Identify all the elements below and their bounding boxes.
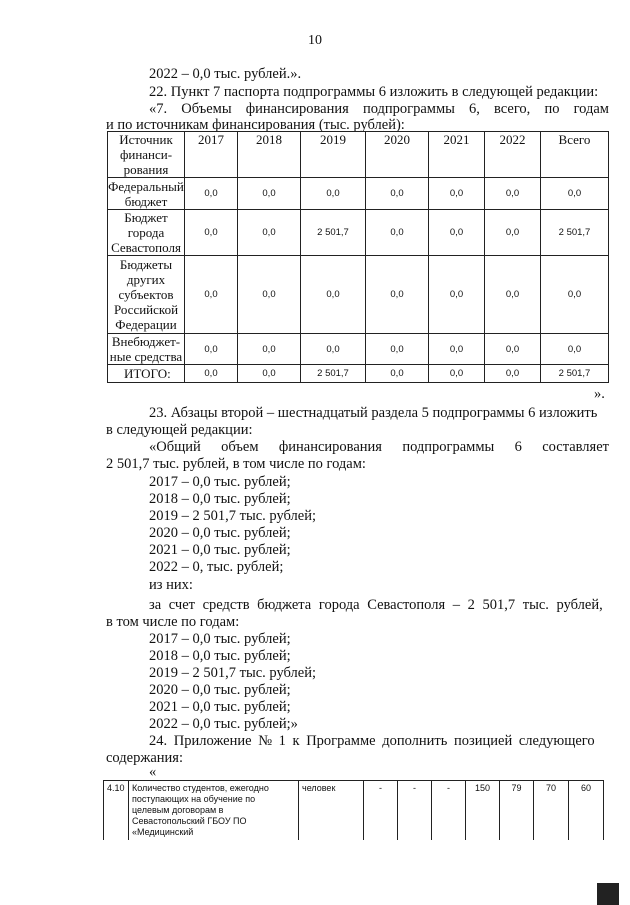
paragraph-line: из них: — [149, 577, 193, 593]
year-line: 2022 – 0,0 тыс. рублей;» — [149, 716, 298, 732]
unit: человек — [299, 781, 364, 841]
cell-value: 0,0 — [541, 178, 609, 210]
cell-value: 0,0 — [485, 178, 541, 210]
word: составляет — [542, 439, 609, 455]
cell-value: 2 501,7 — [301, 210, 366, 256]
cell-value: 0,0 — [185, 334, 238, 365]
total-value: 2 501,7 — [541, 365, 609, 383]
cell-value: 0,0 — [429, 210, 485, 256]
word: всего, — [494, 101, 531, 117]
paragraph-line: за счет средств бюджета города Севастополя – 2 501,7 тыс. рублей, — [149, 597, 603, 613]
table-row — [104, 781, 604, 841]
table-total-row — [108, 365, 609, 383]
year-line: 2019 – 2 501,7 тыс. рублей; — [149, 665, 316, 681]
total-value: 0,0 — [366, 365, 429, 383]
cell-value: 0,0 — [301, 334, 366, 365]
year-line: 2022 – 0, тыс. рублей; — [149, 559, 284, 575]
word: по — [544, 101, 560, 117]
year-line: 2017 – 0,0 тыс. рублей; — [149, 631, 291, 647]
year-line: 2021 – 0,0 тыс. рублей; — [149, 699, 291, 715]
total-value: 0,0 — [185, 365, 238, 383]
header-cell: 2017 — [185, 132, 238, 178]
total-label: ИТОГО: — [108, 365, 185, 383]
cell-value: 0,0 — [366, 256, 429, 334]
cell-value: 0,0 — [366, 334, 429, 365]
cell-value: 0,0 — [238, 256, 301, 334]
word: подпрограммы — [402, 439, 495, 455]
page-number: 10 — [308, 33, 322, 48]
cell-value: - — [398, 781, 432, 841]
cell-value: 150 — [466, 781, 500, 841]
row-source: Бюджеты других субъектов Российской Федерации — [108, 256, 185, 334]
header-cell: 2020 — [366, 132, 429, 178]
paragraph-line: и по источникам финансирования (тыс. рублей): — [106, 117, 405, 133]
cell-value: 60 — [569, 781, 604, 841]
cell-value: 0,0 — [485, 334, 541, 365]
cell-value: 0,0 — [429, 334, 485, 365]
cell-value: 0,0 — [485, 210, 541, 256]
header-cell: 2018 — [238, 132, 301, 178]
table-row — [108, 334, 609, 365]
cell-value: 0,0 — [429, 178, 485, 210]
word: финансирования — [278, 439, 382, 455]
cell-value: - — [364, 781, 398, 841]
year-line: 2017 – 0,0 тыс. рублей; — [149, 474, 291, 490]
cell-value: - — [432, 781, 466, 841]
paragraph-line: в следующей редакции: — [106, 422, 253, 438]
cell-value: 0,0 — [238, 178, 301, 210]
paragraph-line: 23. Абзацы второй – шестнадцатый раздела 5 подпрограммы 6 изложить — [149, 405, 598, 421]
cell-value: 0,0 — [238, 210, 301, 256]
closing-quote: ». — [594, 386, 605, 402]
paragraph-line-justified — [149, 101, 609, 118]
indicator-name: Количество студентов, ежегодно поступающих на обучение по целевым договорам в Севастопольский ГБОУ ПО «Медицинский — [129, 781, 299, 841]
cell-value: 79 — [500, 781, 534, 841]
cell-value: 0,0 — [185, 178, 238, 210]
cell-value: 0,0 — [238, 334, 301, 365]
cell-value: 0,0 — [541, 256, 609, 334]
word: объем — [221, 439, 259, 455]
year-line: 2020 – 0,0 тыс. рублей; — [149, 682, 291, 698]
table-row — [108, 256, 609, 334]
word: Объемы — [181, 101, 232, 117]
word: «7. — [149, 101, 168, 117]
total-value: 0,0 — [429, 365, 485, 383]
row-source: Федеральный бюджет — [108, 178, 184, 209]
appendix-table — [103, 780, 604, 840]
cell-value: 0,0 — [185, 256, 238, 334]
cell-value: 0,0 — [485, 256, 541, 334]
financing-table — [107, 131, 609, 383]
paragraph-line: содержания: — [106, 750, 184, 766]
row-source: Внебюджет-ные средства — [108, 334, 185, 365]
year-line: 2018 – 0,0 тыс. рублей; — [149, 491, 291, 507]
year-line: 2020 – 0,0 тыс. рублей; — [149, 525, 291, 541]
word: подпрограммы — [362, 101, 455, 117]
paragraph-line: 24. Приложение № 1 к Программе дополнить позицией следующего — [149, 733, 595, 749]
total-value: 0,0 — [485, 365, 541, 383]
scan-edge-mark — [597, 883, 619, 905]
cell-value: 0,0 — [301, 256, 366, 334]
word: 6 — [514, 439, 522, 455]
word: финансирования — [245, 101, 349, 117]
paragraph-line: 2 501,7 тыс. рублей, в том числе по годам: — [106, 456, 366, 472]
cell-value: 0,0 — [301, 178, 366, 210]
header-cell: 2022 — [485, 132, 541, 178]
header-cell: 2021 — [429, 132, 485, 178]
year-line: 2018 – 0,0 тыс. рублей; — [149, 648, 291, 664]
opening-quote: « — [149, 764, 157, 780]
cell-value: 0,0 — [185, 210, 238, 256]
header-cell: Источник финанси-рования — [108, 132, 185, 178]
cell-value: 0,0 — [366, 178, 429, 210]
cell-value: 0,0 — [366, 210, 429, 256]
year-line: 2019 – 2 501,7 тыс. рублей; — [149, 508, 316, 524]
table-header-row — [108, 132, 609, 178]
word: «Общий — [149, 439, 201, 455]
position-number: 4.10 — [104, 781, 129, 841]
paragraph-line: 22. Пункт 7 паспорта подпрограммы 6 изложить в следующей редакции: — [149, 84, 599, 100]
header-cell: 2019 — [301, 132, 366, 178]
cell-value: 0,0 — [541, 334, 609, 365]
total-value: 2 501,7 — [301, 365, 366, 383]
year-line: 2021 – 0,0 тыс. рублей; — [149, 542, 291, 558]
paragraph-line: в том числе по годам: — [106, 614, 240, 630]
word: 6, — [469, 101, 480, 117]
table-row — [108, 178, 609, 210]
cell-value: 0,0 — [429, 256, 485, 334]
paragraph-line: 2022 – 0,0 тыс. рублей.». — [149, 66, 302, 82]
row-source: Бюджет города Севастополя — [108, 210, 185, 256]
header-cell: Всего — [541, 132, 609, 178]
total-value: 0,0 — [238, 365, 301, 383]
cell-value: 2 501,7 — [541, 210, 609, 256]
word: годам — [573, 101, 609, 117]
cell-value: 70 — [534, 781, 569, 841]
table-row — [108, 210, 609, 256]
paragraph-line-justified — [149, 439, 609, 456]
